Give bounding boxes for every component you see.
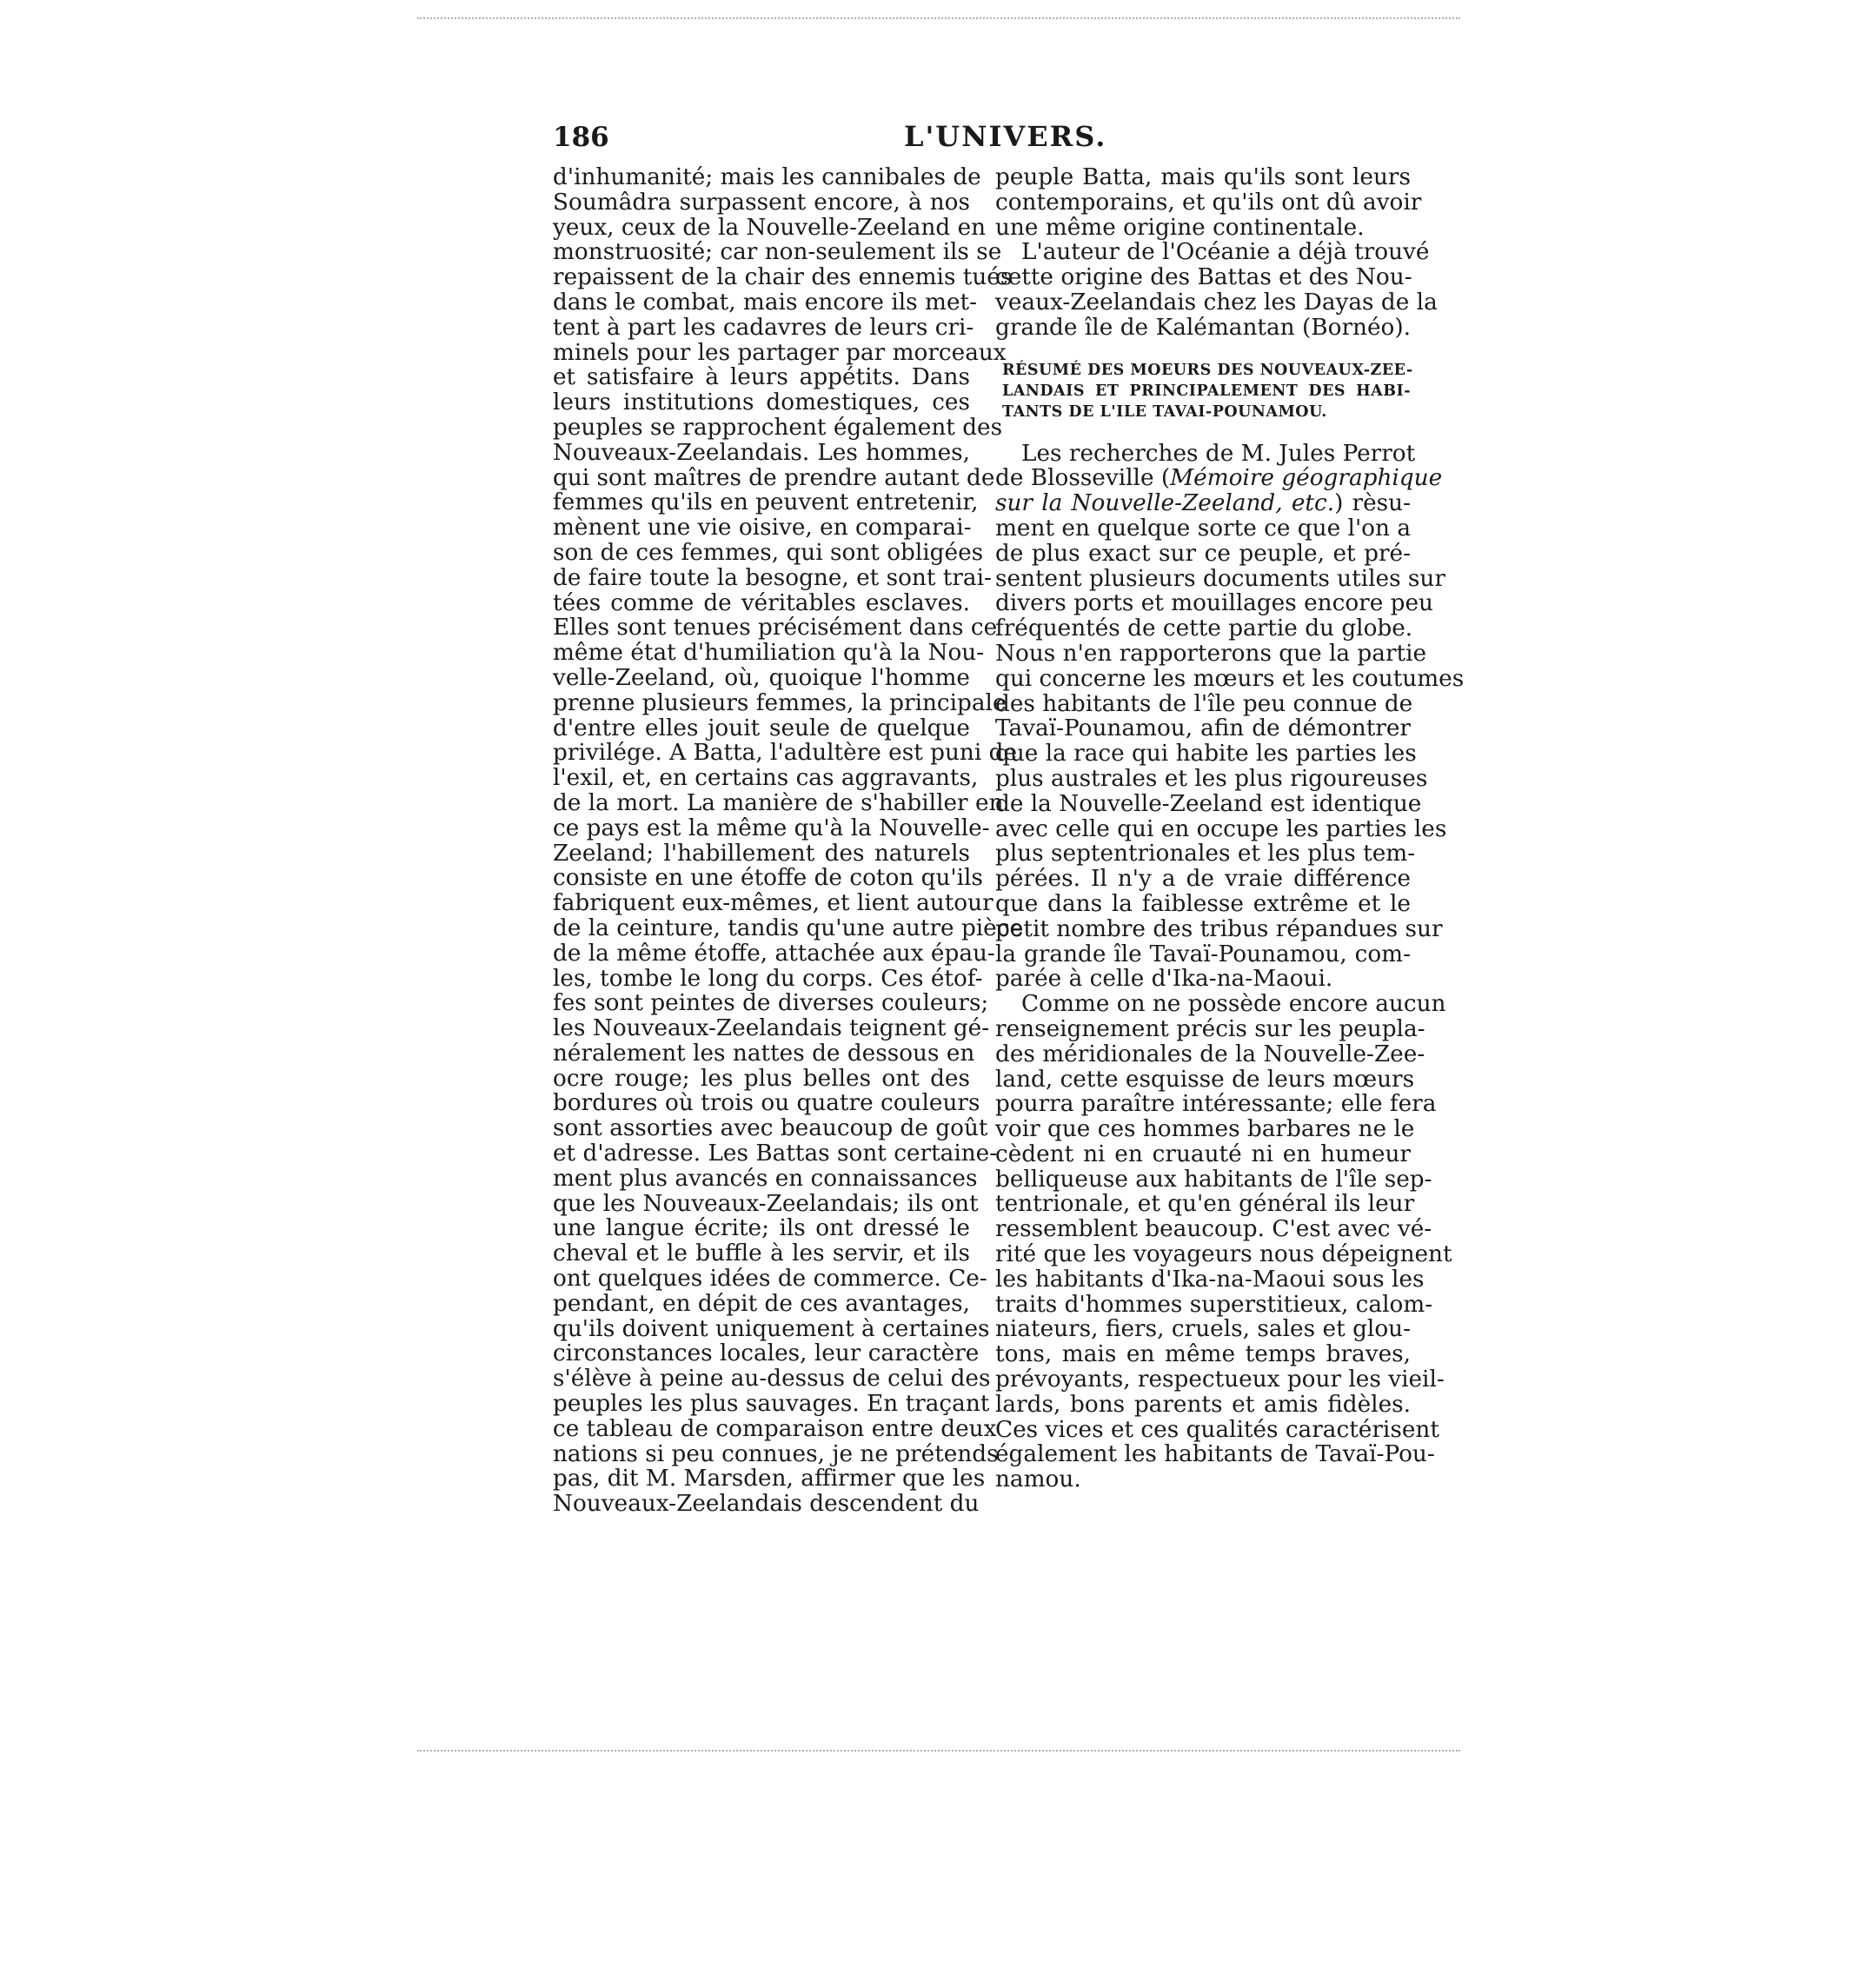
text-line: parée à celle d'Ika-na-Maoui. — [995, 966, 1333, 993]
heading-line: LANDAIS ET PRINCIPALEMENT DES HABI- — [1002, 382, 1411, 400]
text-line: dans le combat, mais encore ils met- — [553, 289, 977, 316]
text-line: tées comme de véritables esclaves. — [553, 589, 970, 616]
text-line: son de ces femmes, qui sont obligées — [553, 539, 984, 566]
text-line: belliqueuse aux habitants de l'île sep- — [995, 1166, 1432, 1193]
text-line: ce tableau de comparaison entre deux — [553, 1415, 997, 1442]
text-line: les Nouveaux-Zeelandais teignent gé- — [553, 1015, 990, 1042]
page-number: 186 — [553, 122, 609, 153]
text-line: qui sont maîtres de prendre autant de — [553, 464, 995, 491]
text-line: divers ports et mouillages encore peu — [995, 590, 1433, 617]
text-line: d'entre elles jouit seule de quelque — [553, 715, 970, 741]
text-line: Ces vices et ces qualités caractérisent — [995, 1416, 1439, 1443]
text-line: traits d'hommes superstitieux, calom- — [995, 1291, 1433, 1318]
italic-title: Mémoire géographique — [1170, 465, 1443, 492]
text-line: plus septentrionales et les plus tem- — [995, 841, 1416, 868]
text-line: de faire toute la besogne, et sont trai- — [553, 564, 992, 591]
text-line: grande île de Kalémantan (Bornéo). — [995, 314, 1411, 341]
text-line: repaissent de la chair des ennemis tués — [553, 264, 1013, 291]
section-heading — [995, 360, 1411, 422]
scan-edge-bottom — [417, 1750, 1460, 1754]
text-line: niateurs, fiers, cruels, sales et glou- — [995, 1316, 1411, 1343]
text-line: ont quelques idées de commerce. Ce- — [553, 1266, 987, 1293]
text-line: Nous n'en rapporterons que la partie — [995, 640, 1427, 667]
text-line: velle-Zeeland, où, quoique l'homme — [553, 664, 970, 691]
text-line: pas, dit M. Marsden, affirmer que les — [553, 1466, 986, 1493]
text-line: Soumâdra surpassent encore, à nos — [553, 189, 970, 216]
text-line: plus australes et les plus rigoureuses — [995, 765, 1428, 792]
text-line: Elles sont tenues précisément dans ce — [553, 615, 998, 642]
text-line: minels pour les partager par morceaux — [553, 339, 1007, 366]
text-line: de la Nouvelle-Zeeland est identique — [995, 790, 1422, 817]
text-line: d'inhumanité; mais les cannibales de — [553, 164, 981, 190]
text-line: des méridionales de la Nouvelle-Zee- — [995, 1041, 1425, 1067]
text-line: ment plus avancés en connaissances — [553, 1165, 978, 1192]
text-line: circonstances locales, leur caractère — [553, 1340, 980, 1367]
text-line: nations si peu connues, je ne prétends — [553, 1440, 999, 1467]
text-line: consiste en une étoffe de coton qu'ils — [553, 865, 983, 892]
paragraph-origin — [995, 239, 1438, 341]
text-line: peuple Batta, mais qu'ils sont leurs — [995, 164, 1411, 190]
text-line: leurs institutions domestiques, ces — [553, 389, 970, 416]
heading-line: TANTS DE L'ILE TAVAI-POUNAMOU. — [1002, 402, 1327, 421]
text-line: femmes qu'ils en peuvent entretenir, — [553, 489, 979, 516]
text-line: tentrionale, et qu'en général ils leur — [995, 1191, 1415, 1218]
text-line: que la race qui habite les parties les — [995, 741, 1417, 768]
text-line: les, tombe le long du corps. Ces étof- — [553, 965, 983, 992]
text-line: veaux-Zeelandais chez les Dayas de la — [995, 289, 1438, 316]
text-line: de plus exact sur ce peuple, et pré- — [995, 540, 1411, 567]
text-line: privilége. A Batta, l'adultère est puni de — [553, 740, 1018, 767]
text-line: renseignement précis sur les peupla- — [995, 1015, 1425, 1042]
text-line: qu'ils doivent uniquement à certaines — [553, 1315, 990, 1342]
text-line: que les Nouveaux-Zeelandais; ils ont — [553, 1190, 979, 1217]
text-line: ressemblent beaucoup. C'est avec vé- — [995, 1216, 1432, 1243]
text-line: Les recherches de M. Jules Perrot — [1021, 440, 1416, 467]
text-line: et satisfaire à leurs appétits. Dans — [553, 364, 970, 391]
text-line: rité que les voyageurs nous dépeignent — [995, 1241, 1452, 1268]
text-line: des habitants de l'île peu connue de — [995, 690, 1413, 717]
text-line: qui concerne les mœurs et les coutumes — [995, 665, 1465, 692]
text-line: contemporains, et qu'ils ont dû avoir — [995, 189, 1422, 216]
text-line: cette origine des Battas et des Nou- — [995, 264, 1412, 291]
text-line: pourra paraître intéressante; elle fera — [995, 1091, 1437, 1118]
text-line: la grande île Tavaï-Pounamou, com- — [995, 941, 1411, 967]
text-line: s'élève à peine au-dessus de celui des — [553, 1366, 991, 1393]
paragraph-continuation — [995, 164, 1422, 241]
text-line: Tavaï-Pounamou, afin de démontrer — [995, 715, 1411, 742]
paragraph-comme — [995, 991, 1452, 1493]
text-line: l'exil, et, en certains cas aggravants, — [553, 765, 979, 792]
heading-line: RÉSUMÉ DES MOEURS DES NOUVEAUX-ZEE- — [1002, 361, 1413, 379]
text-line: yeux, ceux de la Nouvelle-Zeeland en — [553, 214, 987, 241]
text-line: de la mort. La manière de s'habiller en — [553, 789, 1004, 816]
scan-edge-top — [417, 17, 1460, 22]
text-line: voir que ces hommes barbares ne le — [995, 1116, 1415, 1143]
text-line: avec celle qui en occupe les parties les — [995, 815, 1447, 842]
text-line: Nouveaux-Zeelandais. Les hommes, — [553, 439, 970, 466]
text-line: sont assorties avec beaucoup de goût — [553, 1115, 988, 1142]
running-title: L'UNIVERS. — [904, 120, 1107, 153]
right-column — [995, 164, 1465, 1493]
text-line: tent à part les cadavres de leurs cri- — [553, 314, 974, 341]
left-column — [553, 164, 1024, 1518]
paragraph-recherches — [995, 440, 1465, 993]
text-line: ment en quelque sorte ce que l'on a — [995, 515, 1411, 542]
text-line: pérées. Il n'y a de vraie différence — [995, 866, 1411, 893]
text-line: une même origine continentale. — [995, 214, 1365, 241]
text-line: petit nombre des tribus répandues sur — [995, 915, 1443, 942]
text-line: de Blosseville (Mémoire géographique — [995, 465, 1443, 492]
text-line: peuples se rapprochent également des — [553, 414, 1003, 441]
text-line: cheval et le buffle à les servir, et ils — [553, 1240, 970, 1267]
text-line: lards, bons parents et amis fidèles. — [995, 1391, 1411, 1418]
text-line: que dans la faiblesse extrême et le — [995, 890, 1411, 917]
text-line: pendant, en dépit de ces avantages, — [553, 1290, 971, 1317]
text-line: ocre rouge; les plus belles ont des — [553, 1065, 970, 1092]
text-line: de la même étoffe, attachée aux épau- — [553, 940, 995, 967]
text-line: une langue écrite; ils ont dressé le — [553, 1215, 970, 1242]
text-line: sentent plusieurs documents utiles sur — [995, 565, 1445, 592]
text-line: néralement les nattes de dessous en — [553, 1040, 975, 1067]
text-line: bordures où trois ou quatre couleurs — [553, 1090, 980, 1117]
text-line: L'auteur de l'Océanie a déjà trouvé — [1021, 239, 1430, 266]
text-line: sur la Nouvelle-Zeeland, etc.) rèsu- — [995, 490, 1411, 517]
text-line: les habitants d'Ika-na-Maoui sous les — [995, 1266, 1425, 1293]
italic-title: sur la Nouvelle-Zeeland, etc. — [995, 490, 1335, 517]
text-line: également les habitants de Tavaï-Pou- — [995, 1441, 1435, 1468]
text-line: Nouveaux-Zeelandais descendent du — [553, 1491, 980, 1518]
text-line: fes sont peintes de diverses couleurs; — [553, 990, 989, 1017]
text-line: prévoyants, respectueux pour les vieil- — [995, 1366, 1445, 1393]
text-line: cèdent ni en cruauté ni en humeur — [995, 1140, 1411, 1167]
text-line: prenne plusieurs femmes, la principale — [553, 689, 1007, 716]
text-line: mènent une vie oisive, en comparai- — [553, 515, 972, 542]
text-line: Comme on ne possède encore aucun — [1021, 991, 1446, 1018]
text-line: monstruosité; car non-seulement ils se — [553, 239, 1002, 266]
text-line: tons, mais en même temps braves, — [995, 1341, 1411, 1368]
text-line: Zeeland; l'habillement des naturels — [553, 840, 970, 867]
text-line: même état d'humiliation qu'à la Nou- — [553, 640, 985, 667]
text-line: et d'adresse. Les Battas sont certaine- — [553, 1140, 998, 1167]
text-line: de la ceinture, tandis qu'une autre pièce — [553, 914, 1024, 941]
text-line: fabriquent eux-mêmes, et lient autour — [553, 890, 993, 917]
text-line: peuples les plus sauvages. En traçant — [553, 1391, 990, 1418]
text-line: namou. — [995, 1466, 1081, 1493]
text-line: fréquentés de cette partie du globe. — [995, 615, 1413, 642]
text-line: land, cette esquisse de leurs mœurs — [995, 1066, 1415, 1093]
text-line: ce pays est la même qu'à la Nouvelle- — [553, 814, 990, 841]
